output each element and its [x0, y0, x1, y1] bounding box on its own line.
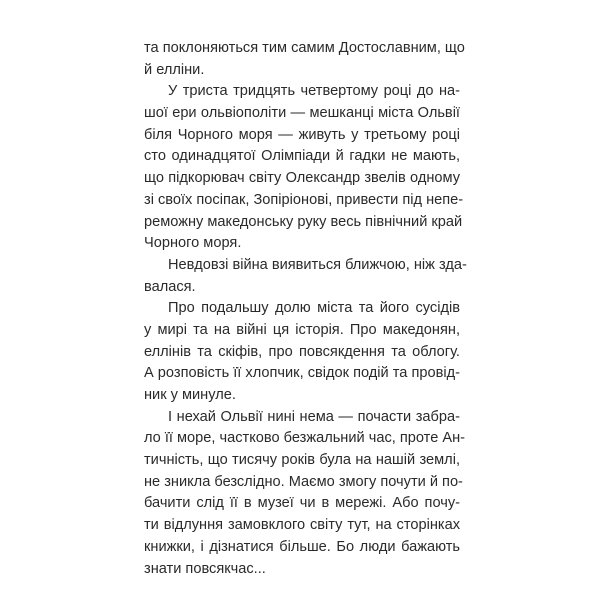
text-line: Чорного моря. — [144, 235, 242, 252]
text-line: біля Чорного моря — живуть у третьому році — [144, 126, 460, 143]
paragraph-4 — [144, 298, 460, 406]
text-line: реможну македонську руку весь північний край — [144, 213, 463, 230]
text-line: що підкорювач світу Олександр звелів одному — [144, 170, 460, 187]
text-line: ти відлуння замовклого світу тут, на сторінках — [144, 517, 460, 534]
text-line: бачити слід її в музеї чи в мережі. Або почу- — [144, 495, 460, 512]
text-line: ло її море, частково безжальний час, проте Ан- — [144, 430, 466, 447]
text-line: зі своїх посіпак, Зопіріонові, привести під непе- — [144, 191, 464, 208]
text-line: Невдовзі війна виявиться ближчою, ніж зда- — [168, 256, 467, 273]
text-line: знати повсякчас... — [144, 560, 266, 577]
text-line: А розповість її хлопчик, свідок подій та провід- — [144, 365, 460, 382]
text-line: сто одинадцятої Олімпіади й гадки не мають, — [144, 148, 460, 165]
text-line: й елліни. — [144, 61, 205, 78]
paragraph-3 — [144, 255, 467, 298]
text-line: не зникла безслідно. Маємо змогу почути й по- — [144, 473, 463, 490]
text-line: І нехай Ольвії нині нема — почасти забра- — [168, 408, 460, 425]
text-line: еллінів та скіфів, про повсякдення та облогу. — [144, 343, 460, 360]
text-line: Про подальшу долю міста та його сусідів — [168, 300, 460, 317]
text-line: у мирі та на війні ця історія. Про македонян, — [144, 321, 460, 338]
text-line: У триста тридцять четвертому році до на- — [168, 83, 460, 100]
paragraph-2 — [144, 81, 464, 255]
text-line: тичність, що тисячу років була на нашій землі, — [144, 452, 460, 469]
paragraph-5 — [144, 407, 466, 581]
paragraph-1 — [144, 38, 465, 81]
text-line: та поклоняються тим самим Достославним, що — [144, 40, 465, 56]
book-page — [144, 38, 467, 580]
text-line: ник у минуле. — [144, 387, 236, 403]
text-line: шої ери ольвіополіти — мешканці міста Ольвії — [144, 105, 460, 122]
text-line: книжки, і дізнатися більше. Бо люди бажають — [144, 538, 460, 555]
text-line: валася. — [144, 278, 196, 295]
